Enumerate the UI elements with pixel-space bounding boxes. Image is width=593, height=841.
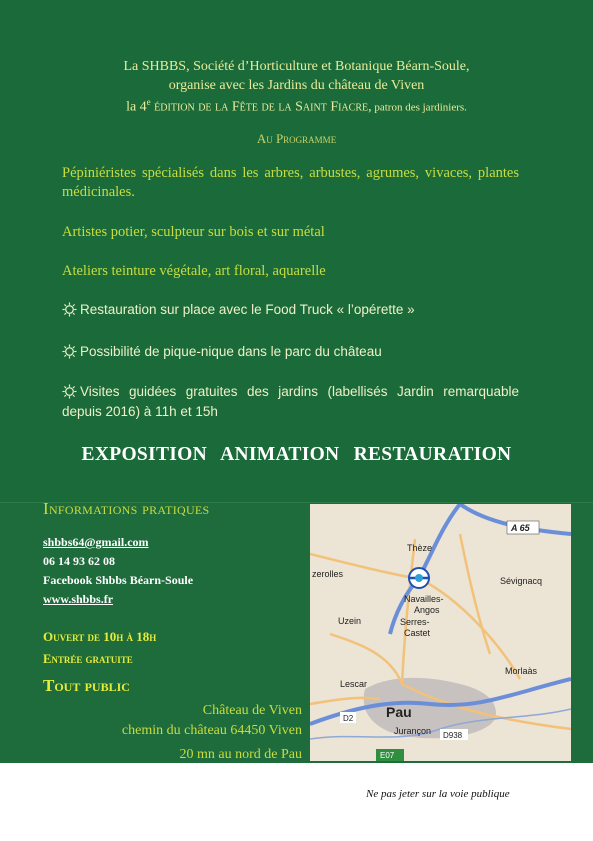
intro-line-3	[0, 97, 593, 116]
address-line-1: Château de Viven	[202, 703, 302, 718]
programme-item-nurseries: Pépiniéristes spécialisés dans les arbres, arbustes, agrumes, vivaces, plantes médicinales.	[62, 165, 519, 200]
map-label-angos: Angos	[414, 605, 440, 615]
website-link[interactable]: www.shbbs.fr	[43, 592, 114, 606]
map-label-d938: D938	[443, 731, 463, 740]
map-label-lescar: Lescar	[340, 679, 368, 689]
map-label-serres: Serres-	[400, 617, 430, 627]
map-label-castet: Castet	[404, 628, 431, 638]
programme-item-food-text: Restauration sur place avec le Food Truck « l’opérette »	[80, 302, 415, 317]
sun-icon	[62, 302, 77, 317]
banner-title: EXPOSITION ANIMATION RESTAURATION	[81, 444, 512, 465]
programme-item-picnic	[62, 342, 519, 361]
event-name: édition de la Fête de la Saint Fiacre,	[150, 99, 372, 115]
intro-line-3-sup: e	[146, 97, 151, 107]
address-line-3: 20 mn au nord de Pau	[179, 747, 302, 762]
map-label-jurancon: Jurançon	[394, 726, 432, 736]
address-line-2: chemin du château 64450 Viven	[121, 723, 302, 738]
facebook-page: Facebook Shbbs Béarn-Soule	[43, 573, 194, 587]
programme-heading: Au Programme	[256, 131, 337, 146]
map-label-zerolles: zerolles	[312, 569, 344, 579]
programme-item-tours-text: Visites guidées gratuites des jardins (labellisés Jardin remarquable depuis 2016) à 11h et 15h	[62, 384, 519, 419]
sun-icon	[62, 384, 77, 399]
map-label-uzein: Uzein	[338, 616, 362, 626]
programme-item-workshops: Ateliers teinture végétale, art floral, aquarelle	[62, 263, 326, 279]
footer-area	[0, 763, 593, 841]
intro-line-3-prefix: la 4	[126, 99, 147, 115]
programme-item-food	[62, 300, 519, 319]
email-link[interactable]: shbbs64@gmail.com	[43, 535, 149, 549]
info-title: Informations pratiques	[43, 499, 210, 518]
intro-line-2: organise avec les Jardins du château de Viven	[168, 78, 425, 93]
map-label-navailles: Navailles-	[404, 594, 444, 604]
phone-number: 06 14 93 62 08	[43, 554, 115, 568]
map-label-d2: D2	[343, 714, 354, 723]
entry-info: Entrée gratuite	[43, 652, 133, 666]
footer-note: Ne pas jeter sur la voie publique	[366, 788, 510, 800]
audience-info: Tout public	[43, 676, 130, 695]
programme-item-tours	[62, 382, 519, 422]
map-label-theze: Thèze	[407, 543, 433, 553]
intro-line-3-suffix: patron des jardiniers.	[371, 101, 467, 114]
map-label-a65: A 65	[511, 523, 530, 533]
location-map[interactable]	[310, 504, 571, 761]
opening-hours: Ouvert de 10h à 18h	[43, 629, 157, 644]
map-label-morlaas: Morlaàs	[505, 666, 538, 676]
map-marker-icon[interactable]	[409, 568, 429, 588]
map-graphic	[310, 504, 571, 761]
programme-item-artists: Artistes potier, sculpteur sur bois et sur métal	[62, 224, 325, 240]
intro-line-1: La SHBBS, Société d’Horticulture et Botanique Béarn-Soule,	[123, 59, 470, 74]
sun-icon	[62, 344, 77, 359]
programme-item-picnic-text: Possibilité de pique-nique dans le parc du château	[80, 344, 382, 359]
map-label-sevignacq: Sévignacq	[500, 576, 543, 586]
map-label-e07: E07	[380, 751, 395, 760]
map-label-pau: Pau	[386, 704, 412, 720]
